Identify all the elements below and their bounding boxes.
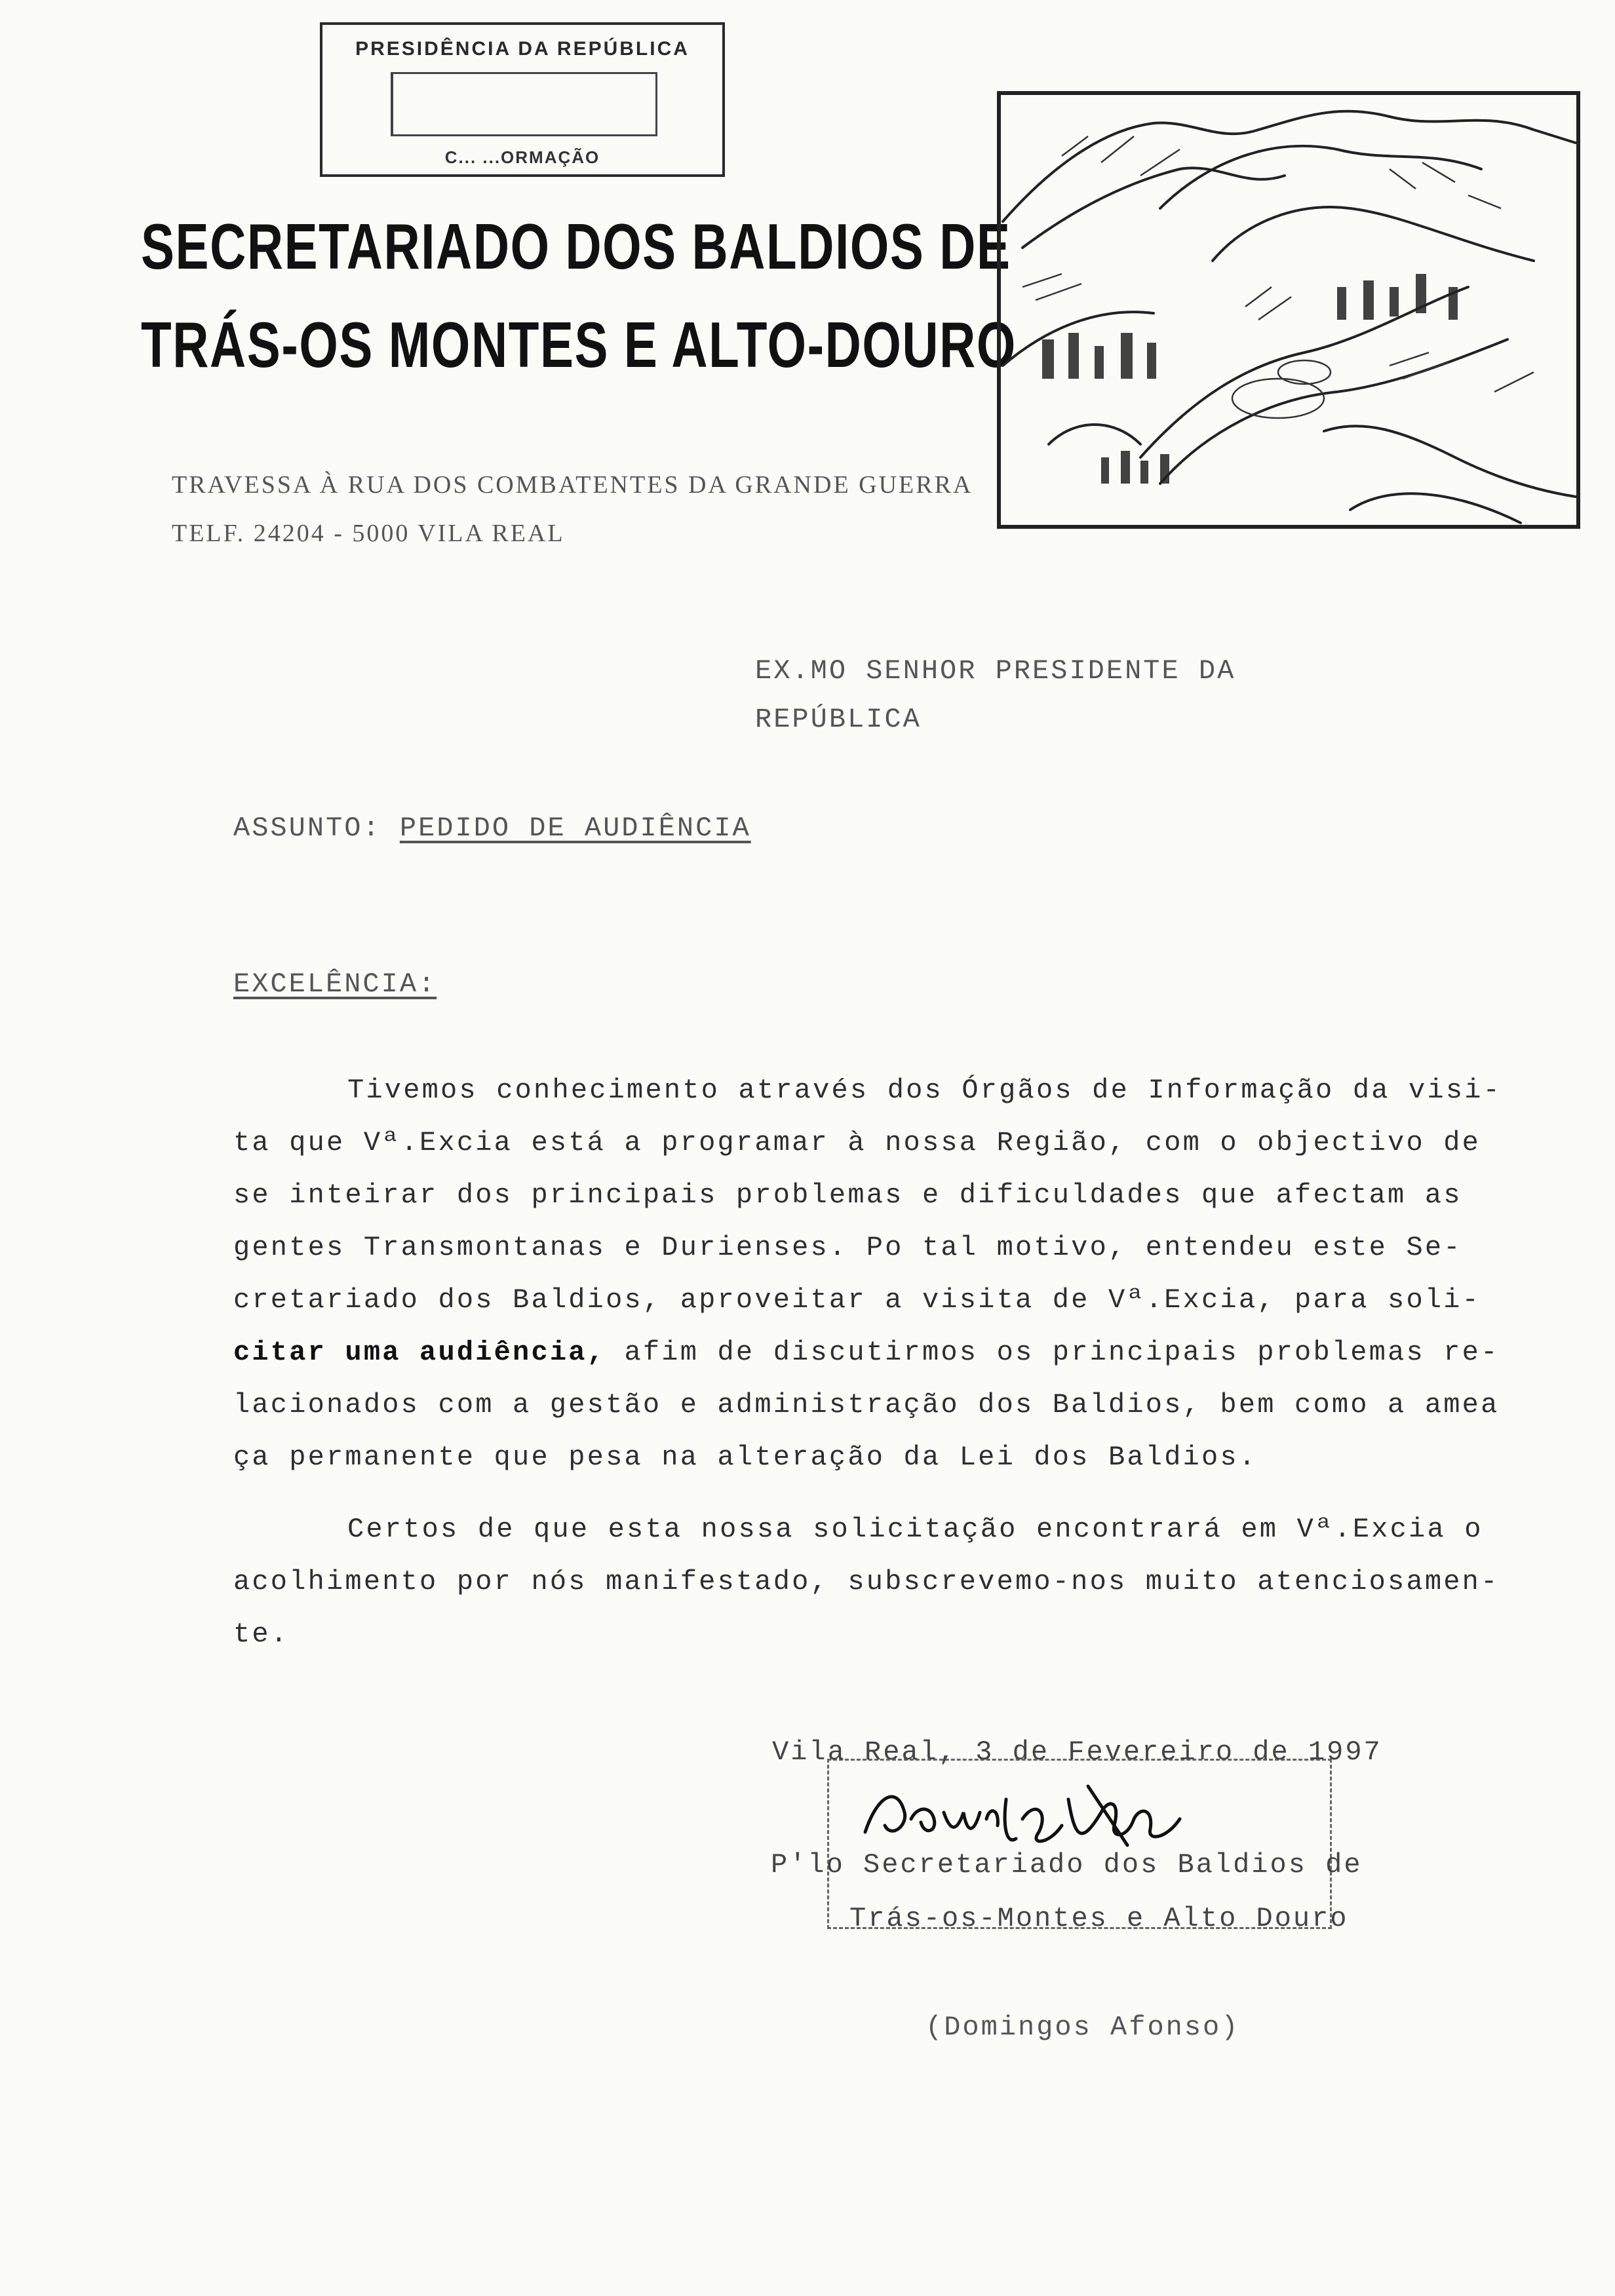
stamp-top-text: PRESIDÊNCIA DA REPÚBLICA	[355, 38, 690, 60]
stamp-inner-box	[391, 72, 657, 136]
signatory-name: (Domingos Afonso)	[925, 2012, 1240, 2043]
body-line-3: se inteirar dos principais problemas e dificuldades que afectam as	[233, 1179, 1462, 1211]
salutation: EXCELÊNCIA:	[233, 968, 437, 1000]
body-line-6-rest: afim de discutirmos os principais problemas re-	[606, 1337, 1500, 1368]
body-line-6	[233, 1337, 1500, 1368]
closing-date: Vila Real, 3 de Fevereiro de 1997	[772, 1736, 1382, 1768]
body-line-1: Tivemos conhecimento através dos Órgãos de Informação da visi-	[347, 1075, 1502, 1106]
body-line-5: cretariado dos Baldios, aproveitar a visita de Vª.Excia, para soli-	[233, 1284, 1481, 1316]
handwritten-signature	[852, 1773, 1219, 1852]
closing-role-line2: Trás-os-Montes e Alto Douro	[849, 1903, 1349, 1934]
village-landscape-illustration	[996, 90, 1581, 529]
body-bold-phrase: citar uma audiência,	[233, 1337, 606, 1368]
body-line-8: ça permanente que pesa na alteração da Lei dos Baldios.	[233, 1442, 1258, 1473]
body-line-2: ta que Vª.Excia está a programar à nossa Região, com o objectivo de	[233, 1127, 1481, 1158]
letterhead-address: TRAVESSA À RUA DOS COMBATENTES DA GRANDE GUERRA	[172, 471, 973, 499]
body-line-7: lacionados com a gestão e administração dos Baldios, bem como a amea	[233, 1389, 1500, 1421]
body-line-4: gentes Transmontanas e Durienses. Po tal motivo, entendeu este Se-	[233, 1232, 1462, 1263]
body-line-11: te.	[233, 1618, 290, 1650]
letterhead-title-line2: TRÁS-OS MONTES E ALTO-DOURO	[141, 309, 1017, 381]
body-line-10: acolhimento por nós manifestado, subscrevemo-nos muito atenciosamen-	[233, 1566, 1500, 1598]
letterhead-title-line1: SECRETARIADO DOS BALDIOS DE	[141, 210, 1011, 282]
presidency-stamp	[320, 22, 725, 177]
stamp-bottom-text: C... ...ORMAÇÃO	[444, 147, 600, 167]
recipient-line1: EX.MO SENHOR PRESIDENTE DA	[755, 655, 1236, 687]
recipient-line2: REPÚBLICA	[755, 704, 922, 735]
body-line-9: Certos de que esta nossa solicitação encontrará em Vª.Excia o	[347, 1514, 1483, 1545]
subject-value: PEDIDO DE AUDIÊNCIA	[399, 813, 751, 844]
letterhead-phone: TELF. 24204 - 5000 VILA REAL	[172, 520, 565, 547]
closing-role-line1: P'lo Secretariado dos Baldios de	[771, 1849, 1363, 1881]
subject-line	[233, 813, 751, 844]
subject-label: ASSUNTO:	[233, 813, 381, 844]
